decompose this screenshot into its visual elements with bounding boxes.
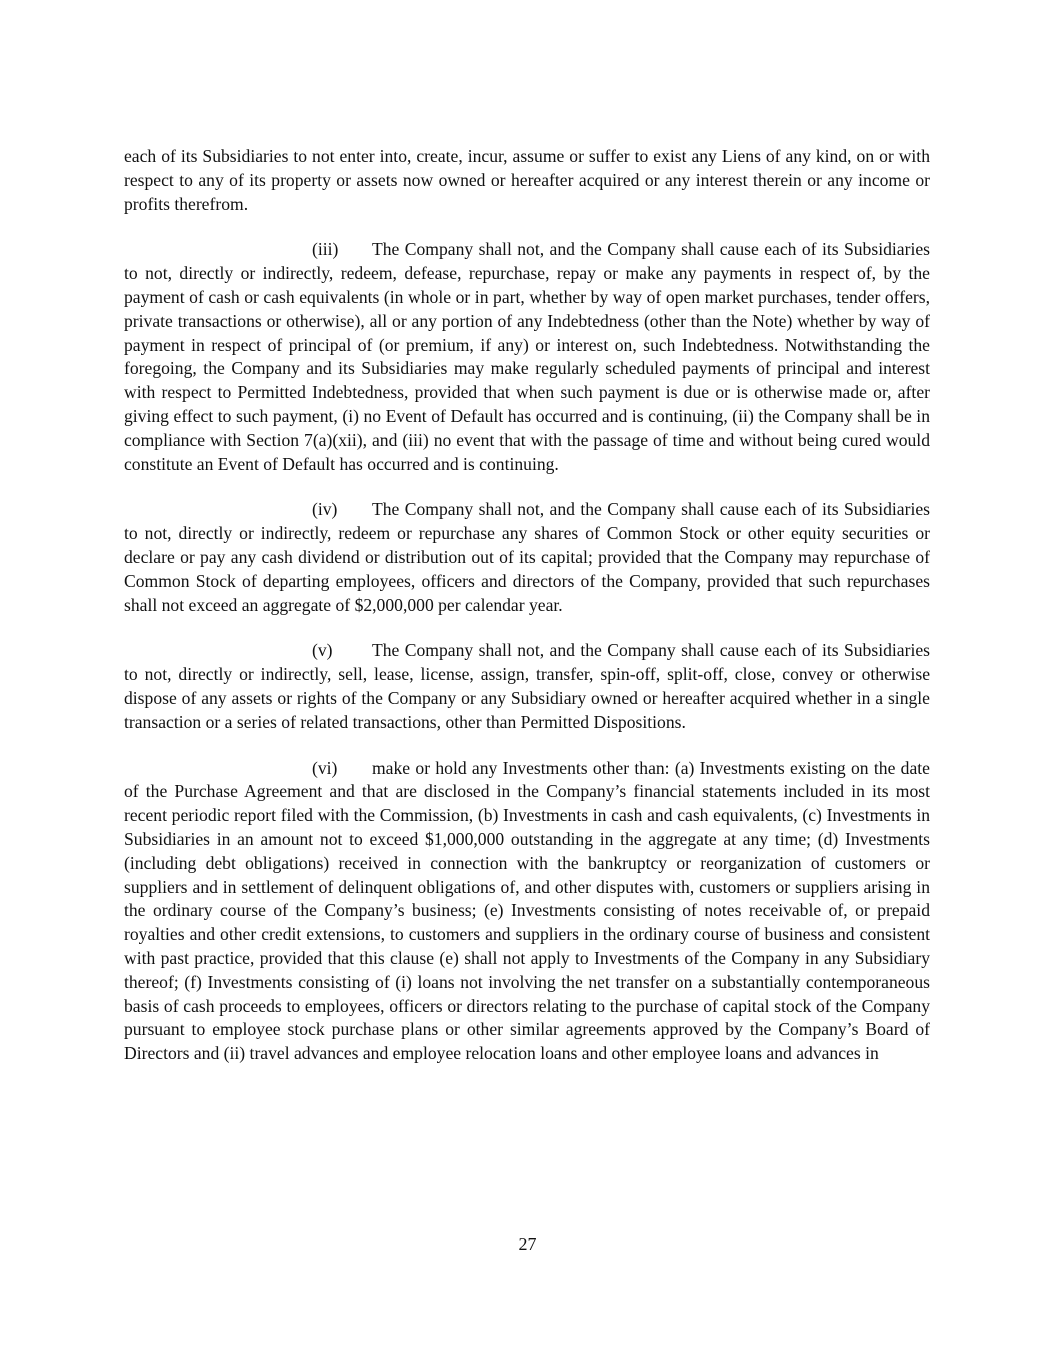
section-text: The Company shall not, and the Company shall cause each of its Subsidiaries to not, directly or indirectly, redeem or repurchase any shares of Common Stock or other equity securities or declare or pay any cash dividend or distribution out of its capital; provided that the Company may repurchase of Common Stock of departing employees, officers and directors of the Company, provided that such repurchases shall not exceed an aggregate of $2,000,000 per calendar year.	[124, 499, 930, 615]
section-number: (v)	[312, 640, 333, 661]
section-text: make or hold any Investments other than: (a) Investments existing on the date of the Purchase Agreement and that are disclosed in the Company’s financial statements included in its most recent periodic report filed with the Commission, (b) Investments in cash and cash equivalents, (c) Investments in Subsidiaries in an amount not to exceed $1,000,000 outstanding in the aggregate at any time; (d) Investments (including debt obligations) received in connection with the bankruptcy or reorganization of customers or suppliers and in settlement of delinquent obligations of, and other disputes with, customers or suppliers arising in the ordinary course of the Company’s business; (e) Investments consisting of notes receivable of, or prepaid royalties and other credit extensions, to customers and suppliers in the ordinary course of business and consistent with past practice, provided that this clause (e) shall not apply to Investments of the Company in any Subsidiary thereof; (f) Investments consisting of (i) loans not involving the net transfer on a substantially contemporaneous basis of cash proceeds to employees, officers or directors relating to the purchase of capital stock of the Company pursuant to employee stock purchase plans or other similar agreements approved by the Company’s Board of Directors and (ii) travel advances and employee relocation loans and other employee loans and advances in	[124, 757, 930, 1064]
section-v-paragraph	[124, 639, 930, 734]
section-iii-paragraph	[124, 238, 930, 476]
section-number: (iii)	[312, 239, 339, 260]
section-iv-paragraph	[124, 498, 930, 617]
section-text: The Company shall not, and the Company shall cause each of its Subsidiaries to not, directly or indirectly, redeem, defease, repurchase, repay or make any payments in respect of, by the payment of cash or cash equivalents (in whole or in part, whether by way of open market purchases, tender offers, private transactions or otherwise), all or any portion of any Indebtedness (other than the Note) whether by way of payment in respect of principal of (or premium, if any) or interest on, such Indebtedness. Notwithstanding the foregoing, the Company and its Subsidiaries may make regularly scheduled payments of principal and interest with respect to Permitted Indebtedness, provided that when such payment is due or is otherwise made or, after giving effect to such payment, (i) no Event of Default has occurred and is continuing, (ii) the Company shall be in compliance with Section 7(a)(xii), and (iii) no event that with the passage of time and without being cured would constitute an Event of Default has occurred and is continuing.	[124, 239, 930, 474]
continuation-paragraph: each of its Subsidiaries to not enter into, create, incur, assume or suffer to exist any Liens of any kind, on or with respect to any of its property or assets now owned or hereafter acquired or any interest therein or any income or profits therefrom.	[124, 146, 930, 214]
section-vi-paragraph	[124, 757, 930, 1066]
section-text: The Company shall not, and the Company shall cause each of its Subsidiaries to not, directly or indirectly, sell, lease, license, assign, transfer, spin-off, split-off, close, convey or otherwise dispose of any assets or rights of the Company or any Subsidiary owned or hereafter acquired whether in a single transaction or a series of related transactions, other than Permitted Dispositions.	[124, 640, 930, 732]
page-number: 27	[518, 1234, 537, 1254]
section-number: (iv)	[312, 499, 338, 520]
section-number: (vi)	[312, 757, 338, 778]
document-body	[124, 145, 930, 1088]
